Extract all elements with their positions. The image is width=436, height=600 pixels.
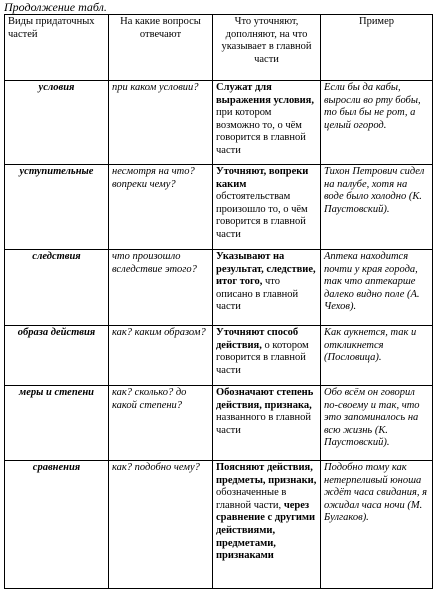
table-row — [5, 326, 433, 386]
bold-segment: Уточняют способ действия, — [216, 327, 299, 351]
regular-segment: при котором возможно то, о чём говорится в главной части — [216, 107, 306, 156]
table-row — [5, 250, 433, 326]
regular-segment: названного в главной части — [216, 412, 312, 436]
bold-segment: Уточняют, вопреки каким — [216, 166, 309, 190]
clause-type: образа действия — [5, 326, 109, 386]
clause-question: как? сколько? до какой степени? — [109, 386, 213, 461]
regular-segment: о котором говорится в главной части — [216, 339, 309, 376]
clause-what — [213, 461, 321, 589]
clause-question: при каком условии? — [109, 81, 213, 165]
table-header-row — [5, 15, 433, 81]
bold-segment: Обозначают степень действия, признака, — [216, 387, 314, 411]
regular-segment: обстоятельствам произошло то, о чём говорится в главной части — [216, 191, 308, 240]
regular-segment: обозначенные в главной части, — [216, 487, 287, 511]
header-example: Пример — [321, 15, 433, 81]
clause-type: сравнения — [5, 461, 109, 589]
table-row — [5, 386, 433, 461]
clause-example: Если бы да кабы, выросли во рту бобы, то был бы не рот, а целый огород. — [321, 81, 433, 165]
clause-example: Аптека находится почти у края города, так что аптекарше далеко видно поле (А. Чехов). — [321, 250, 433, 326]
header-questions: На какие вопросы отвечают — [109, 15, 213, 81]
clause-example: Обо всём он говорил по-своему и так, что это запоминалось на всю жизнь (К. Паустовский). — [321, 386, 433, 461]
clause-example: Как аукнется, так и откликнется (Пословица). — [321, 326, 433, 386]
clause-type: меры и степени — [5, 386, 109, 461]
table-row — [5, 461, 433, 589]
clause-example: Подобно тому как нетерпеливый юноша ждёт часа свидания, я ожидал часа ночи (М. Булгаков). — [321, 461, 433, 589]
header-what: Что уточняют, дополняют, на что указывает в главной части — [213, 15, 321, 81]
clause-what — [213, 250, 321, 326]
clause-question: как? каким образом? — [109, 326, 213, 386]
table-row — [5, 165, 433, 250]
bold-segment: через сравнение с другими действиями, предметами, признаками — [216, 499, 316, 562]
clause-type: условия — [5, 81, 109, 165]
clause-type: следствия — [5, 250, 109, 326]
clause-what — [213, 165, 321, 250]
table-row — [5, 81, 433, 165]
table-caption: Продолжение табл. — [4, 0, 107, 14]
regular-segment: что описано в главной части — [216, 276, 299, 313]
clause-question: как? подобно чему? — [109, 461, 213, 589]
bold-segment: Служат для выражения условия, — [216, 82, 314, 106]
subordinate-clauses-table — [4, 14, 433, 589]
clause-what — [213, 386, 321, 461]
clause-question: несмотря на что? вопреки чему? — [109, 165, 213, 250]
clause-question: что произошло вследствие этого? — [109, 250, 213, 326]
clause-type: уступительные — [5, 165, 109, 250]
bold-segment: Указывают на результат, следствие, итог того, — [216, 251, 316, 288]
header-types: Виды придаточных частей — [5, 15, 109, 81]
clause-what — [213, 326, 321, 386]
clause-example: Тихон Петрович сидел на палубе, хотя на воде было холодно (К. Паустовский). — [321, 165, 433, 250]
bold-segment: Поясняют действия, предметы, признаки, — [216, 462, 317, 486]
clause-what — [213, 81, 321, 165]
